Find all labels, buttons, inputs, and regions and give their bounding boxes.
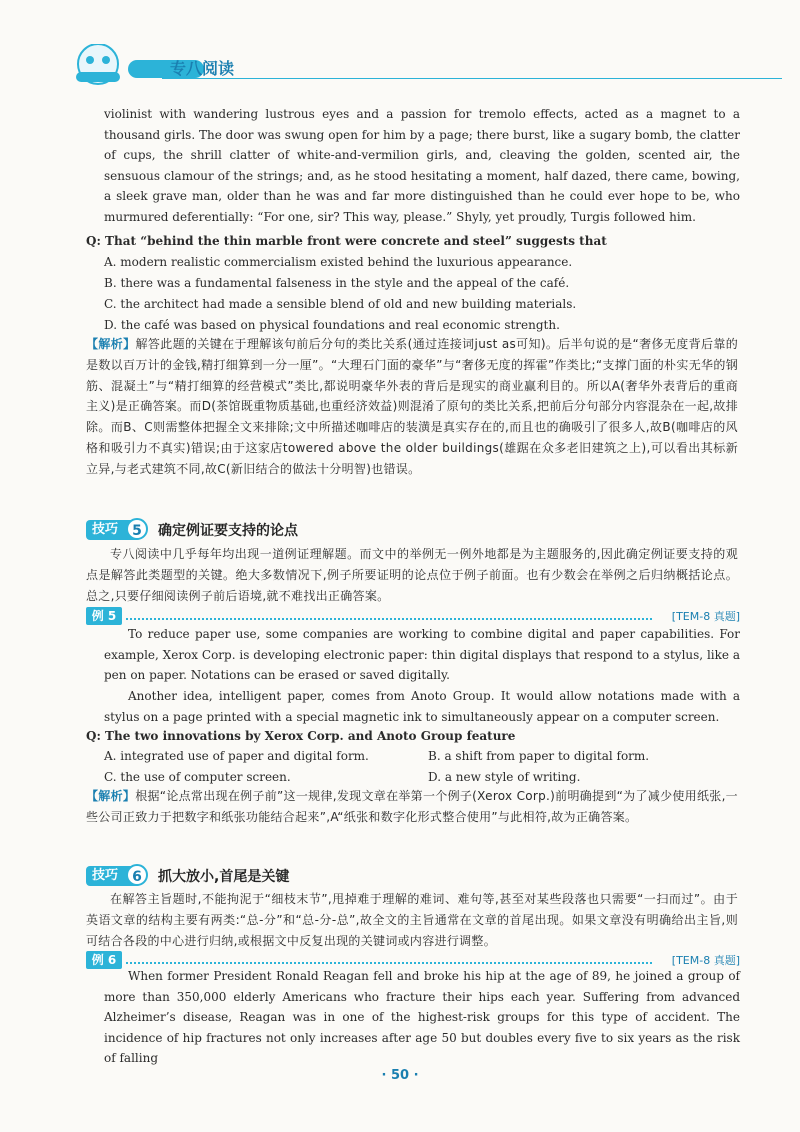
example-badge: 例 6 [86, 951, 122, 969]
example-6-paragraph-1: When former President Ronald Reagan fell and broke his hip at the age of 89, he joined a group of more than 350,000 elderly Americans who fracture their hips each year. Suffering from advanced Alzheimer’s disease, Reagan was in one of the highest-risk groups for this type of accident. The incidence of hip fractures not only increases after age 50 but doubles every five to six years as the risk of falling [104, 969, 740, 1066]
example-source: [TEM-8 真题] [671, 954, 740, 967]
example-5-header [86, 607, 740, 625]
tip-title: 确定例证要支持的论点 [158, 523, 298, 539]
analysis-text: 根据“论点常出现在例子前”这一规律,发现文章在举第一个例子(Xerox Corp.)前明确提到“为了减少使用纸张,一些公司正致力于把数字和纸张功能结合起来”,A“纸张和数字化形式整合使用”与此相符,故为正确答案。 [86, 789, 738, 824]
example-badge: 例 5 [86, 607, 122, 625]
dotted-divider [126, 618, 652, 620]
q5-option-d: D. a new style of writing. [428, 770, 581, 784]
tip-title: 抓大放小,首尾是关键 [158, 869, 290, 885]
example-source: [TEM-8 真题] [671, 610, 740, 623]
page-header [58, 44, 758, 94]
tip-number: 6 [126, 864, 148, 886]
example-5-paragraph-2: Another idea, intelligent paper, comes from Anoto Group. It would allow notations made with a stylus on a page printed with a special magnetic ink to simultaneously appear on a computer screen. [104, 689, 740, 724]
analysis-tag: 【解析】 [86, 337, 136, 351]
q5-option-c: C. the use of computer screen. [104, 770, 291, 784]
tip-badge: 技巧 [86, 866, 146, 886]
passage-continuation: violinist with wandering lustrous eyes and a passion for tremolo effects, acted as a magnet to a thousand girls. The door was swung open for him by a page; there burst, like a sugary bomb, the clatter of cups, the shrill clatter of white-and-vermilion girls, and, cleaving the golden, scented air, the sensuous clamour of the strings; and, as he stood hesitating a moment, half dazed, there came, bowing, a sleek grave man, older than he was and far more distinguished than he could ever hope to be, who murmured deferentially: “For one, sir? This way, please.” Shyly, yet proudly, Turgis followed him. [104, 107, 740, 224]
tip-5-description: 专八阅读中几乎每年均出现一道例证理解题。而文中的举例无一例外地都是为主题服务的,因此确定例证要支持的观点是解答此类题型的关键。绝大多数情况下,例子所要证明的论点位于例子前面。也有少数会在举例之后归纳概括论点。总之,只要仔细阅读例子前后语境,就不难找出正确答案。 [86, 547, 738, 603]
tip-6-heading [86, 864, 746, 888]
q5-analysis [86, 786, 738, 828]
q1-option-d: D. the café was based on physical foundations and real economic strength. [104, 318, 560, 332]
tip-5-heading [86, 518, 746, 542]
q5-option-b: B. a shift from paper to digital form. [428, 749, 650, 763]
q1-option-c: C. the architect had made a sensible blend of old and new building materials. [104, 297, 577, 311]
tip-number: 5 [126, 518, 148, 540]
analysis-tag: 【解析】 [86, 789, 136, 803]
header-divider [162, 78, 782, 79]
huayan-logo [66, 44, 130, 90]
example-5-paragraph-1: To reduce paper use, some companies are working to combine digital and paper capabilities. For example, Xerox Corp. is developing electronic paper: thin digital displays that respond to a stylus, like a pen on paper. Notations can be erased or saved digitally. [104, 627, 740, 683]
q1-option-a: A. modern realistic commercialism existed behind the luxurious appearance. [104, 255, 573, 269]
page-number: · 50 · [381, 1068, 419, 1083]
dotted-divider [126, 962, 652, 964]
tip-6-description: 在解答主旨题时,不能拘泥于“细枝末节”,甩掉难于理解的难词、难句等,甚至对某些段落也只需要“一扫而过”。由于英语文章的结构主要有两类:“总-分”和“总-分-总”,故全文的主旨通常在文章的首尾出现。如果文章没有明确给出主旨,则可结合各段的中心进行归纳,或根据文中反复出现的关键词或内容进行调整。 [86, 892, 738, 948]
question-1: Q: That “behind the thin marble front were concrete and steel” suggests that [86, 234, 607, 248]
question-5: Q: The two innovations by Xerox Corp. and Anoto Group feature [86, 729, 516, 743]
q5-option-a: A. integrated use of paper and digital form. [104, 749, 369, 763]
section-title: 专八阅读 [170, 59, 235, 78]
q1-analysis [86, 334, 738, 480]
tip-badge: 技巧 [86, 520, 146, 540]
q1-option-b: B. there was a fundamental falseness in the style and the appeal of the café. [104, 276, 570, 290]
analysis-text: 解答此题的关键在于理解该句前后分句的类比关系(通过连接词just as可知)。后半句说的是“奢侈无度背后靠的是数以百万计的金钱,精打细算到一分一厘”。“大理石门面的豪华”与“奢侈无度的挥霍”作类比;“支撑门面的朴实无华的钢筋、混凝土”与“精打细算的经营模式”类比,都说明豪华外表的背后是现实的商业赢利目的。所以A(奢华外表背后的重商主义)是正确答案。而D(茶馆既重物质基础,也重经济效益)则混淆了原句的类比关系,把前后分句部分内容混杂在一起,故排除。而B、C则需整体把握全文来排除;文中所描述咖啡店的装潢是真实存在的,而且也的确吸引了很多人,故B(咖啡店的风格和吸引力不真实)错误;由于这家店towered above the older buildings(雄踞在众多老旧建筑之上),可以看出其标新立异,与老式建筑不同,故C(新旧结合的做法十分明智)也错误。 [86, 337, 738, 476]
